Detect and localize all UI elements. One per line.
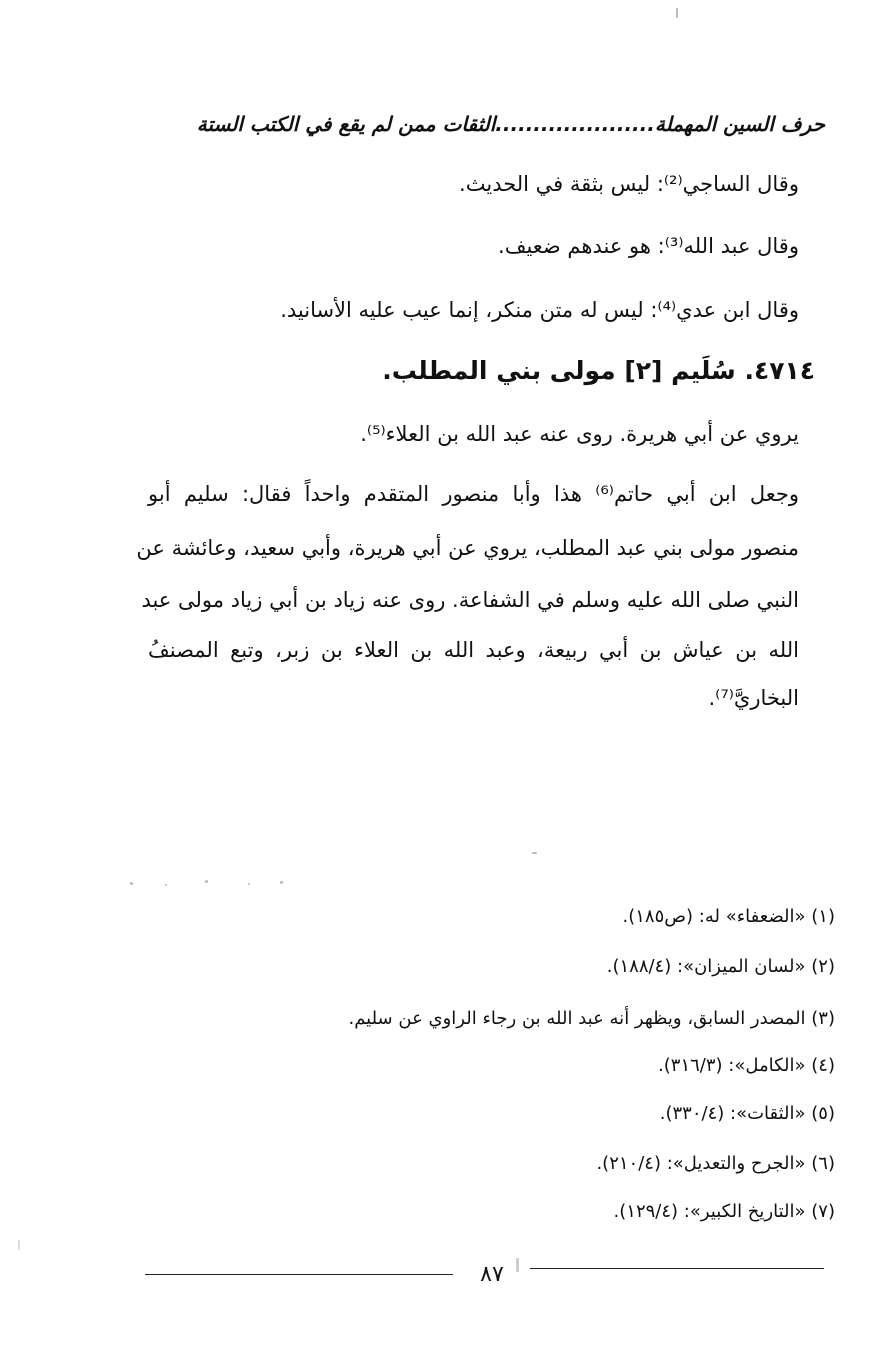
running-header: حرف السين المهملة.....................الثقات ممن لم يقع في الكتب الستة [196,112,825,136]
scan-speck [18,1240,20,1250]
footer-rule-left [145,1274,453,1275]
entry-heading: ٤٧١٤. سُلَيم [٢] مولى بني المطلب. [382,356,815,385]
scan-speck [676,8,678,18]
scan-speck [516,1258,519,1272]
footnote-6: (٦) «الجرح والتعديل»: (٢١٠/٤). [596,1153,835,1174]
footnote-4: (٤) «الكامل»: (٣١٦/٣). [658,1055,835,1076]
paragraph-line-4: الله بن عياش بن أبي ربيعة، وعبد الله بن العلاء بن زبر، وتبع المصنفُ [148,638,799,662]
footer-rule-right [530,1268,824,1269]
scan-speck [280,881,283,884]
scan-speck [532,852,537,854]
paragraph-line-2: منصور مولى بني عبد المطلب، يروي عن أبي هريرة، وأبي سعيد، وعائشة عن [136,536,799,560]
footnote-2: (٢) «لسان الميزان»: (١٨٨/٤). [606,956,835,977]
footnote-7: (٧) «التاريخ الكبير»: (١٢٩/٤). [613,1201,835,1222]
scan-speck [248,883,250,885]
footnote-5: (٥) «الثقات»: (٣٣٠/٤). [659,1103,835,1124]
scan-speck [205,880,208,883]
paragraph-line-3: النبي صلى الله عليه وسلم في الشفاعة. روى عنه زياد بن أبي زياد مولى عبد [141,588,799,612]
quote-abdullah: وقال عبد الله⁽³⁾: هو عندهم ضعيف. [498,234,799,258]
page-number: ٨٧ [480,1262,504,1287]
paragraph-line-1: وجعل ابن أبي حاتم⁽⁶⁾ هذا وأبا منصور المتقدم واحداً فقال: سليم أبو [148,482,800,506]
scan-speck [130,882,133,885]
quote-ibn-adi: وقال ابن عدي⁽⁴⁾: ليس له متن منكر، إنما عيب عليه الأسانيد. [280,298,799,322]
footnote-3: (٣) المصدر السابق، ويظهر أنه عبد الله بن رجاء الراوي عن سليم. [348,1008,835,1029]
footnote-1: (١) «الضعفاء» له: (ص١٨٥). [622,906,835,927]
paragraph-line-5: البخاريَّ⁽⁷⁾. [708,686,799,710]
entry-intro: يروي عن أبي هريرة. روى عنه عبد الله بن العلاء⁽⁵⁾. [360,422,799,446]
quote-saji: وقال الساجي⁽²⁾: ليس بثقة في الحديث. [459,172,799,196]
scan-speck [165,884,167,886]
